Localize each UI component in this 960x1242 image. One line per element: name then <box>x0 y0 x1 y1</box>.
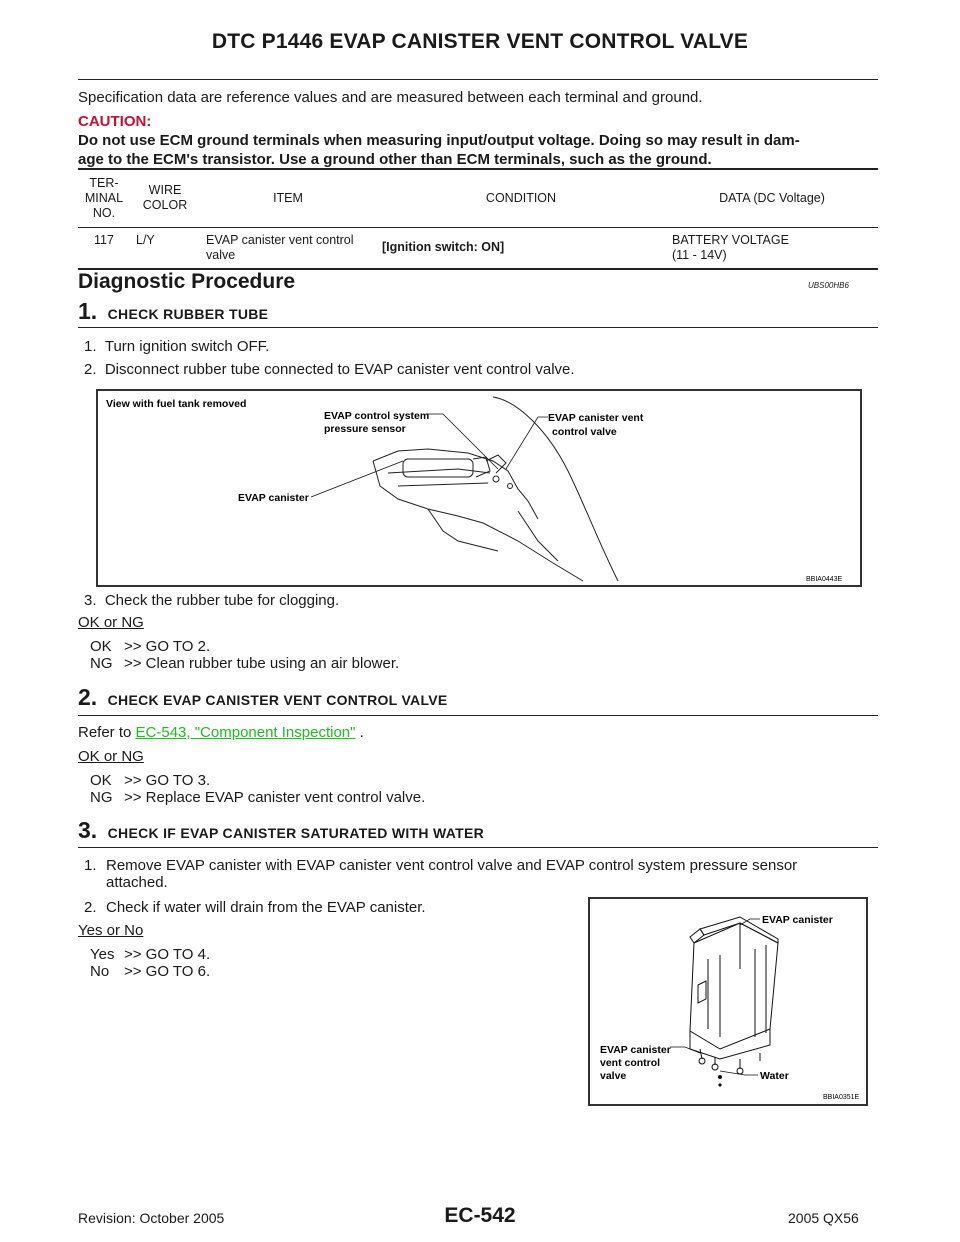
step-1-result-ok <box>90 638 210 655</box>
result-key: No <box>90 963 110 980</box>
fig1-heading: View with fuel tank removed <box>106 398 247 410</box>
header-terminal: TER- MINAL NO. <box>78 169 130 227</box>
fig1-label-canister: EVAP canister <box>238 492 309 504</box>
step-1-number: 1. <box>78 298 98 324</box>
caution-line-1: Do not use ECM ground terminals when measuring input/output voltage. Doing so may result in dam- <box>78 132 800 149</box>
cell-wire-color: L/Y <box>130 227 200 269</box>
cell-condition: [Ignition switch: ON] <box>376 227 666 269</box>
spec-note: Specification data are reference values and are measured between each terminal and ground. <box>78 89 703 106</box>
result-action: >> GO TO 2. <box>124 638 211 655</box>
result-action: >> GO TO 4. <box>124 946 211 963</box>
result-key: Yes <box>90 946 115 963</box>
step-2-refer <box>78 724 364 741</box>
section-heading: Diagnostic Procedure <box>78 270 296 293</box>
figure-canister-water <box>588 897 868 1106</box>
fig2-canister <box>690 917 778 1074</box>
step-3-item-2: 2. Check if water will drain from the EVAP canister. <box>84 899 426 916</box>
result-action: >> GO TO 6. <box>124 963 211 980</box>
result-action: >> Replace EVAP canister vent control valve. <box>124 789 426 806</box>
step-2-header <box>78 684 448 711</box>
header-data: DATA (DC Voltage) <box>666 169 878 227</box>
step-1-result-ng <box>90 655 399 672</box>
step-3-result-yes <box>90 946 210 963</box>
caution-text <box>78 131 883 169</box>
header-condition: CONDITION <box>376 169 666 227</box>
fig1-label-sensor-2: pressure sensor <box>324 423 406 435</box>
section-code: UBS00HB6 <box>808 281 849 290</box>
footer-model: 2005 QX56 <box>788 1210 859 1226</box>
step-3-item-1: 1. Remove EVAP canister with EVAP canister vent control valve and EVAP control system pressure sensor attached. <box>84 857 884 891</box>
page-title: DTC P1446 EVAP CANISTER VENT CONTROL VALVE <box>211 30 749 53</box>
step-2-number: 2. <box>78 684 98 710</box>
canister-location-drawing <box>98 391 860 585</box>
fig1-label-valve-2: control valve <box>552 426 617 438</box>
step-3-number: 3. <box>78 817 98 843</box>
header-wire-color: WIRE COLOR <box>130 169 200 227</box>
result-key: OK <box>90 772 112 789</box>
step-3-item-1-line-1: Remove EVAP canister with EVAP canister vent control valve and EVAP control system pressure sensor <box>106 857 798 874</box>
result-key: NG <box>90 789 113 806</box>
fig1-label-valve-1: EVAP canister vent <box>548 412 644 424</box>
step-1-item-2: 2. Disconnect rubber tube connected to EVAP canister vent control valve. <box>84 361 575 378</box>
canister-water-drawing <box>590 899 866 1104</box>
step-2-result-ok <box>90 772 210 789</box>
fig1-label-sensor-1: EVAP control system <box>324 410 430 422</box>
result-action: >> GO TO 3. <box>124 772 211 789</box>
step-1-item-3: 3. Check the rubber tube for clogging. <box>84 592 340 609</box>
title-divider <box>78 79 878 80</box>
fig2-label-water: Water <box>760 1070 789 1082</box>
caution-label: CAUTION: <box>78 113 152 130</box>
fig2-label-valve-1: EVAP canister <box>600 1044 671 1056</box>
header-item: ITEM <box>200 169 376 227</box>
step-1-header <box>78 298 268 325</box>
terminal-data-table <box>78 168 878 270</box>
step-2-title: CHECK EVAP CANISTER VENT CONTROL VALVE <box>107 692 448 708</box>
fig2-label-valve-3: valve <box>600 1070 627 1082</box>
cell-data-line-1: BATTERY VOLTAGE <box>672 232 789 247</box>
caution-line-2: age to the ECM's transistor. Use a ground other than ECM terminals, such as the ground. <box>78 151 712 168</box>
cell-item: EVAP canister vent control valve <box>200 227 376 269</box>
fig1-id: BBIA0443E <box>806 576 843 583</box>
fig2-label-valve-2: vent control <box>600 1057 661 1069</box>
step-3-header <box>78 817 484 844</box>
result-action: >> Clean rubber tube using an air blower. <box>124 655 400 672</box>
footer-page-number: EC-542 <box>444 1204 516 1227</box>
footer-revision: Revision: October 2005 <box>78 1210 225 1226</box>
step-3-divider <box>78 847 878 848</box>
step-1-divider <box>78 327 878 328</box>
step-3-result-no <box>90 963 210 980</box>
table-header-row <box>78 169 878 227</box>
step-1-item-1: 1. Turn ignition switch OFF. <box>84 338 270 355</box>
result-key: NG <box>90 655 113 672</box>
fig1-body-contour <box>373 397 618 581</box>
refer-suffix: . <box>355 724 364 741</box>
cell-data-line-2: (11 - 14V) <box>672 247 727 262</box>
fig2-id: BBIA0351E <box>823 1094 860 1101</box>
step-2-divider <box>78 715 878 716</box>
figure-canister-location <box>96 389 862 587</box>
step-3-result-label: Yes or No <box>78 922 144 939</box>
step-1-title: CHECK RUBBER TUBE <box>107 306 269 322</box>
step-3-item-1-line-2: attached. <box>106 874 168 891</box>
step-3-title: CHECK IF EVAP CANISTER SATURATED WITH WATER <box>107 825 485 841</box>
fig2-label-canister: EVAP canister <box>762 914 833 926</box>
refer-prefix: Refer to <box>78 724 136 741</box>
step-2-result-ng <box>90 789 425 806</box>
component-inspection-link[interactable]: EC-543, "Component Inspection" <box>135 724 356 741</box>
result-key: OK <box>90 638 112 655</box>
step-2-result-label: OK or NG <box>78 748 144 765</box>
fig2-water-drops <box>718 1075 722 1087</box>
step-1-result-label: OK or NG <box>78 614 144 631</box>
cell-terminal: 117 <box>78 227 130 269</box>
table-row <box>78 227 878 269</box>
cell-data <box>666 227 878 269</box>
